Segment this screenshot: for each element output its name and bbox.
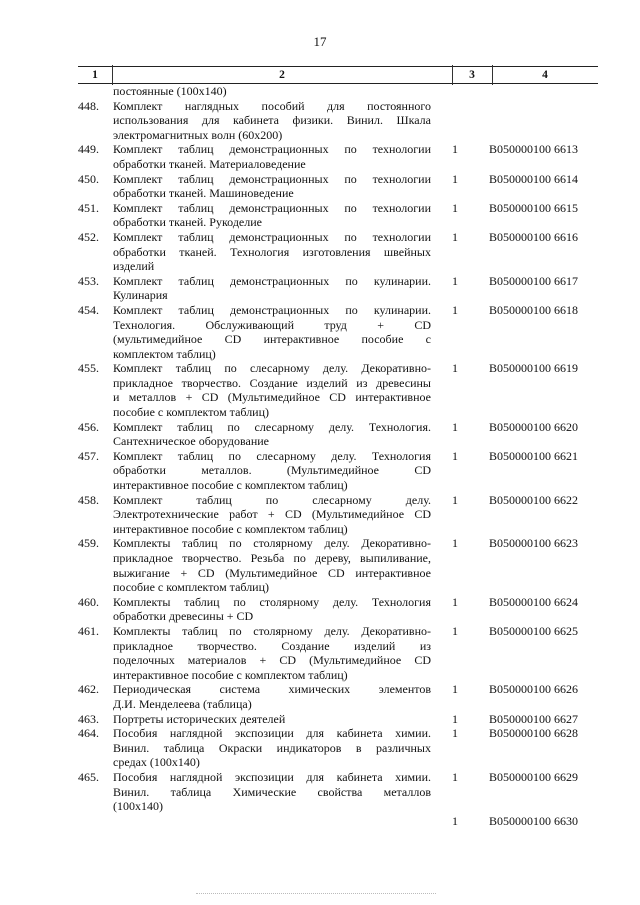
description-line: Винил. таблица Окраски индикаторов в различных <box>113 740 431 755</box>
row-description <box>113 493 431 537</box>
description-line: Комплект таблиц демонстрационных по кулинарии. <box>113 273 431 288</box>
description-line: обработки тканей. Материаловедение <box>113 156 306 171</box>
row-quantity: 1 <box>452 769 458 784</box>
row-quantity: 1 <box>452 171 458 186</box>
description-line: Технология. Обслуживающий труд + CD <box>113 317 431 332</box>
row-code: В050000100 6613 <box>489 142 579 157</box>
description-line: (100х140) <box>113 799 163 814</box>
row-code: В050000100 6614 <box>489 171 579 186</box>
row-description <box>113 274 431 303</box>
row-description <box>113 770 431 814</box>
row-number: 451. <box>78 200 99 215</box>
row-quantity: 1 <box>452 419 458 434</box>
description-line: Комплекты таблиц по столярному делу. Декоративно- <box>113 536 431 551</box>
description-line: электромагнитных волн (60х200) <box>113 127 283 142</box>
header-col-2: 2 <box>279 69 285 81</box>
row-number: 461. <box>78 623 99 638</box>
row-number: 455. <box>78 361 99 376</box>
row-number: 465. <box>78 769 99 784</box>
row-description <box>113 726 431 770</box>
description-line: Сантехническое оборудование <box>113 434 269 449</box>
row-description <box>113 172 431 201</box>
row-code: В050000100 6625 <box>489 623 579 638</box>
row-number: 464. <box>78 726 99 741</box>
row-quantity: 1 <box>452 200 458 215</box>
row-number: 463. <box>78 711 99 726</box>
row-number: 450. <box>78 171 99 186</box>
row-quantity: 1 <box>452 536 458 551</box>
description-line: обработки металлов. (Мультимедийное CD <box>113 463 431 478</box>
description-line: Комплекты таблиц по столярному делу. Технология <box>113 594 431 609</box>
description-line: использования для кабинета физики. Винил. Шкала <box>113 113 431 128</box>
description-line: пособие с комплектом таблиц) <box>113 580 270 595</box>
description-line: и металлов + CD (Мультимедийное CD интерактивное <box>113 390 431 405</box>
description-line: обработки тканей. Технология изготовления швейных <box>113 244 431 259</box>
row-code: В050000100 6628 <box>489 726 579 741</box>
row-description <box>113 682 431 711</box>
row-number: 448. <box>78 98 99 113</box>
row-code: В050000100 6616 <box>489 229 579 244</box>
row-quantity: 1 <box>452 361 458 376</box>
description-line: Комплект таблиц демонстрационных по технологии <box>113 171 431 186</box>
description-line: Комплект таблиц по слесарному делу. Технология <box>113 448 431 463</box>
row-number: 460. <box>78 594 99 609</box>
row-quantity: 1 <box>452 229 458 244</box>
row-code: В050000100 6618 <box>489 302 579 317</box>
row-description <box>113 712 431 727</box>
row-quantity: 1 <box>452 594 458 609</box>
row-number: 449. <box>78 142 99 157</box>
description-line: Пособия наглядной экспозиции для кабинета химии. <box>113 726 431 741</box>
description-line: обработки тканей. Рукоделие <box>113 215 262 230</box>
description-line: интерактивное пособие с комплектом таблиц) <box>113 667 348 682</box>
description-line: изделий <box>113 259 155 274</box>
description-line: Винил. таблица Химические свойства металлов <box>113 784 431 799</box>
row-description <box>113 303 431 361</box>
row-code: В050000100 6626 <box>489 682 579 697</box>
row-number: 453. <box>78 273 99 288</box>
row-code: В050000100 6623 <box>489 536 579 551</box>
row-description <box>113 536 431 594</box>
description-line: прикладное творчество. Создание изделий из древесины <box>113 375 431 390</box>
row-number: 458. <box>78 492 99 507</box>
description-line: интерактивное пособие с комплектом таблиц) <box>113 478 348 493</box>
description-line: Комплект таблиц демонстрационных по технологии <box>113 142 431 157</box>
description-line: Комплект таблиц демонстрационных по кулинарии. <box>113 302 431 317</box>
row-quantity: 1 <box>452 302 458 317</box>
description-line: комплектом таблиц) <box>113 346 216 361</box>
row-number: 456. <box>78 419 99 434</box>
description-line: постоянные (100х140) <box>113 84 227 98</box>
row-quantity: 1 <box>452 813 458 828</box>
row-quantity: 1 <box>452 273 458 288</box>
description-line: Комплект таблиц демонстрационных по технологии <box>113 200 431 215</box>
row-quantity: 1 <box>452 726 458 741</box>
row-number: 457. <box>78 448 99 463</box>
row-quantity: 1 <box>452 142 458 157</box>
row-code: В050000100 6619 <box>489 361 579 376</box>
table-body <box>0 84 640 828</box>
row-code: В050000100 6617 <box>489 273 579 288</box>
description-line: Комплект таблиц демонстрационных по технологии <box>113 229 431 244</box>
table-header <box>78 66 598 84</box>
row-description <box>113 624 431 682</box>
row-code: В050000100 6630 <box>489 813 579 828</box>
row-number: 452. <box>78 229 99 244</box>
row-description <box>113 449 431 493</box>
row-code: В050000100 6624 <box>489 594 579 609</box>
row-code: В050000100 6629 <box>489 769 579 784</box>
description-line: прикладное творчество. Резьба по дереву, выпиливание, <box>113 551 431 565</box>
description-line: Портреты исторических деятелей <box>113 711 286 726</box>
description-line: средах (100х140) <box>113 755 200 770</box>
description-line: поделочных материалов + CD (Мультимедийное CD <box>113 653 431 668</box>
row-quantity: 1 <box>452 492 458 507</box>
description-line: Периодическая система химических элементов <box>113 682 431 697</box>
description-line: прикладное творчество. Создание изделий из <box>113 638 431 653</box>
description-line: (мультимедийное CD интерактивное пособие с <box>113 332 431 347</box>
description-line: Пособия наглядной экспозиции для кабинета химии. <box>113 769 431 784</box>
row-description <box>113 420 431 449</box>
continuation-description <box>113 84 431 99</box>
row-code: В050000100 6621 <box>489 448 579 463</box>
description-line: Д.И. Менделеева (таблица) <box>113 696 252 711</box>
continuation-row <box>0 84 640 99</box>
description-line: обработки тканей. Машиноведение <box>113 186 294 201</box>
description-line: Комплекты таблиц по столярному делу. Декоративно- <box>113 623 431 638</box>
description-line: Комплект таблиц по слесарному делу. Технология. <box>113 419 431 434</box>
row-quantity: 1 <box>452 682 458 697</box>
row-code: В050000100 6615 <box>489 200 579 215</box>
row-code: В050000100 6622 <box>489 492 579 507</box>
description-line: Комплект наглядных пособий для постоянного <box>113 98 431 113</box>
header-col-3: 3 <box>469 69 475 81</box>
row-code: В050000100 6620 <box>489 419 579 434</box>
table-row <box>0 769 640 828</box>
row-quantity: 1 <box>452 448 458 463</box>
row-quantity: 1 <box>452 623 458 638</box>
description-line: выжигание + CD (Мультимедийное CD интерактивное <box>113 565 431 580</box>
description-line: интерактивное пособие с комплектом таблиц) <box>113 521 348 536</box>
description-line: Кулинария <box>113 288 168 303</box>
description-line: обработки древесины + CD <box>113 609 254 624</box>
row-description <box>113 142 431 171</box>
description-line: Комплект таблиц по слесарному делу. Декоративно- <box>113 361 431 376</box>
description-line: пособие с комплектом таблиц) <box>113 405 270 420</box>
row-number: 462. <box>78 682 99 697</box>
row-number: 454. <box>78 302 99 317</box>
header-col-4: 4 <box>542 69 548 81</box>
row-code: В050000100 6627 <box>489 711 579 726</box>
row-description <box>113 201 431 230</box>
row-quantity: 1 <box>452 711 458 726</box>
row-description <box>113 595 431 624</box>
scan-artifact <box>196 893 436 896</box>
description-line: Комплект таблиц по слесарному делу. <box>113 492 431 507</box>
row-description <box>113 230 431 274</box>
row-description <box>113 99 431 143</box>
header-col-1: 1 <box>92 69 98 81</box>
row-description <box>113 361 431 419</box>
row-number: 459. <box>78 536 99 551</box>
page-number: 17 <box>313 34 327 49</box>
description-line: Электротехнические работ + CD (Мультимедийное CD <box>113 507 431 522</box>
